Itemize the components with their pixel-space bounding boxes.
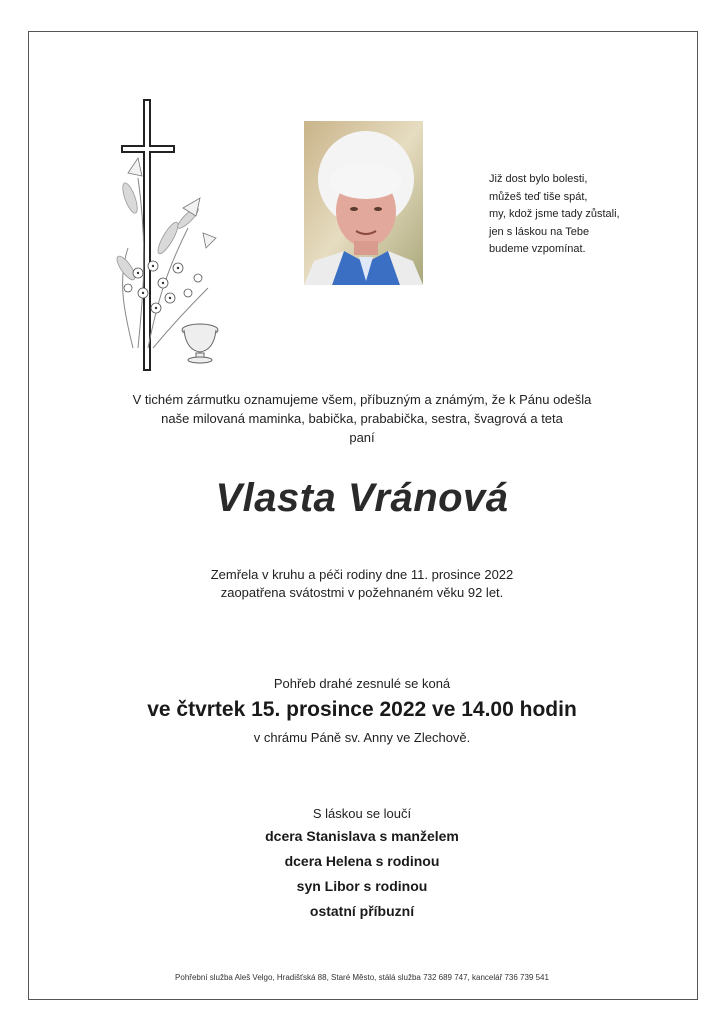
mourners-list: [0, 824, 724, 924]
farewell-label: S láskou se loučí: [312, 806, 412, 821]
announcement-intro: [0, 390, 724, 447]
death-line-2: zaopatřena svátostmi v požehnaném věku 92 let.: [220, 585, 504, 600]
poem: [489, 171, 649, 259]
funeral-date: ve čtvrtek 15. prosince 2022 ve 14.00 hodin: [147, 698, 577, 721]
mourner: dcera Stanislava s manželem: [265, 828, 459, 844]
funeral-intro: Pohřeb drahé zesnulé se koná: [273, 676, 451, 691]
poem-line: my, kdož jsme tady zůstali,: [489, 208, 620, 220]
deceased-name: Vlasta Vránová: [215, 476, 509, 520]
cross-with-flowers-icon: [108, 98, 228, 373]
funeral-service-footer: Pohřební služba Aleš Velgo, Hradišťská 88, Staré Město, stálá služba 732 689 747, kancelář 736 739 541: [175, 973, 549, 982]
mourner: ostatní příbuzní: [309, 903, 415, 919]
poem-line: Již dost bylo bolesti,: [489, 173, 588, 185]
intro-line-2: naše milovaná maminka, babička, prababička, sestra, švagrová a teta: [161, 411, 563, 426]
poem-line: budeme vzpomínat.: [489, 243, 586, 255]
death-line-1: Zemřela v kruhu a péči rodiny dne 11. prosince 2022: [210, 567, 514, 582]
mourner: dcera Helena s rodinou: [284, 853, 440, 869]
mourner: syn Libor s rodinou: [296, 878, 428, 894]
intro-line-1: V tichém zármutku oznamujeme všem, příbuzným a známým, že k Pánu odešla: [132, 392, 592, 407]
poem-line: můžeš teď tiše spát,: [489, 190, 588, 203]
funeral-place: v chrámu Páně sv. Anny ve Zlechově.: [253, 730, 471, 745]
death-info: [0, 566, 724, 602]
intro-line-3: paní: [349, 430, 375, 445]
portrait-photo: [304, 121, 423, 285]
poem-line: jen s láskou na Tebe: [489, 225, 590, 238]
